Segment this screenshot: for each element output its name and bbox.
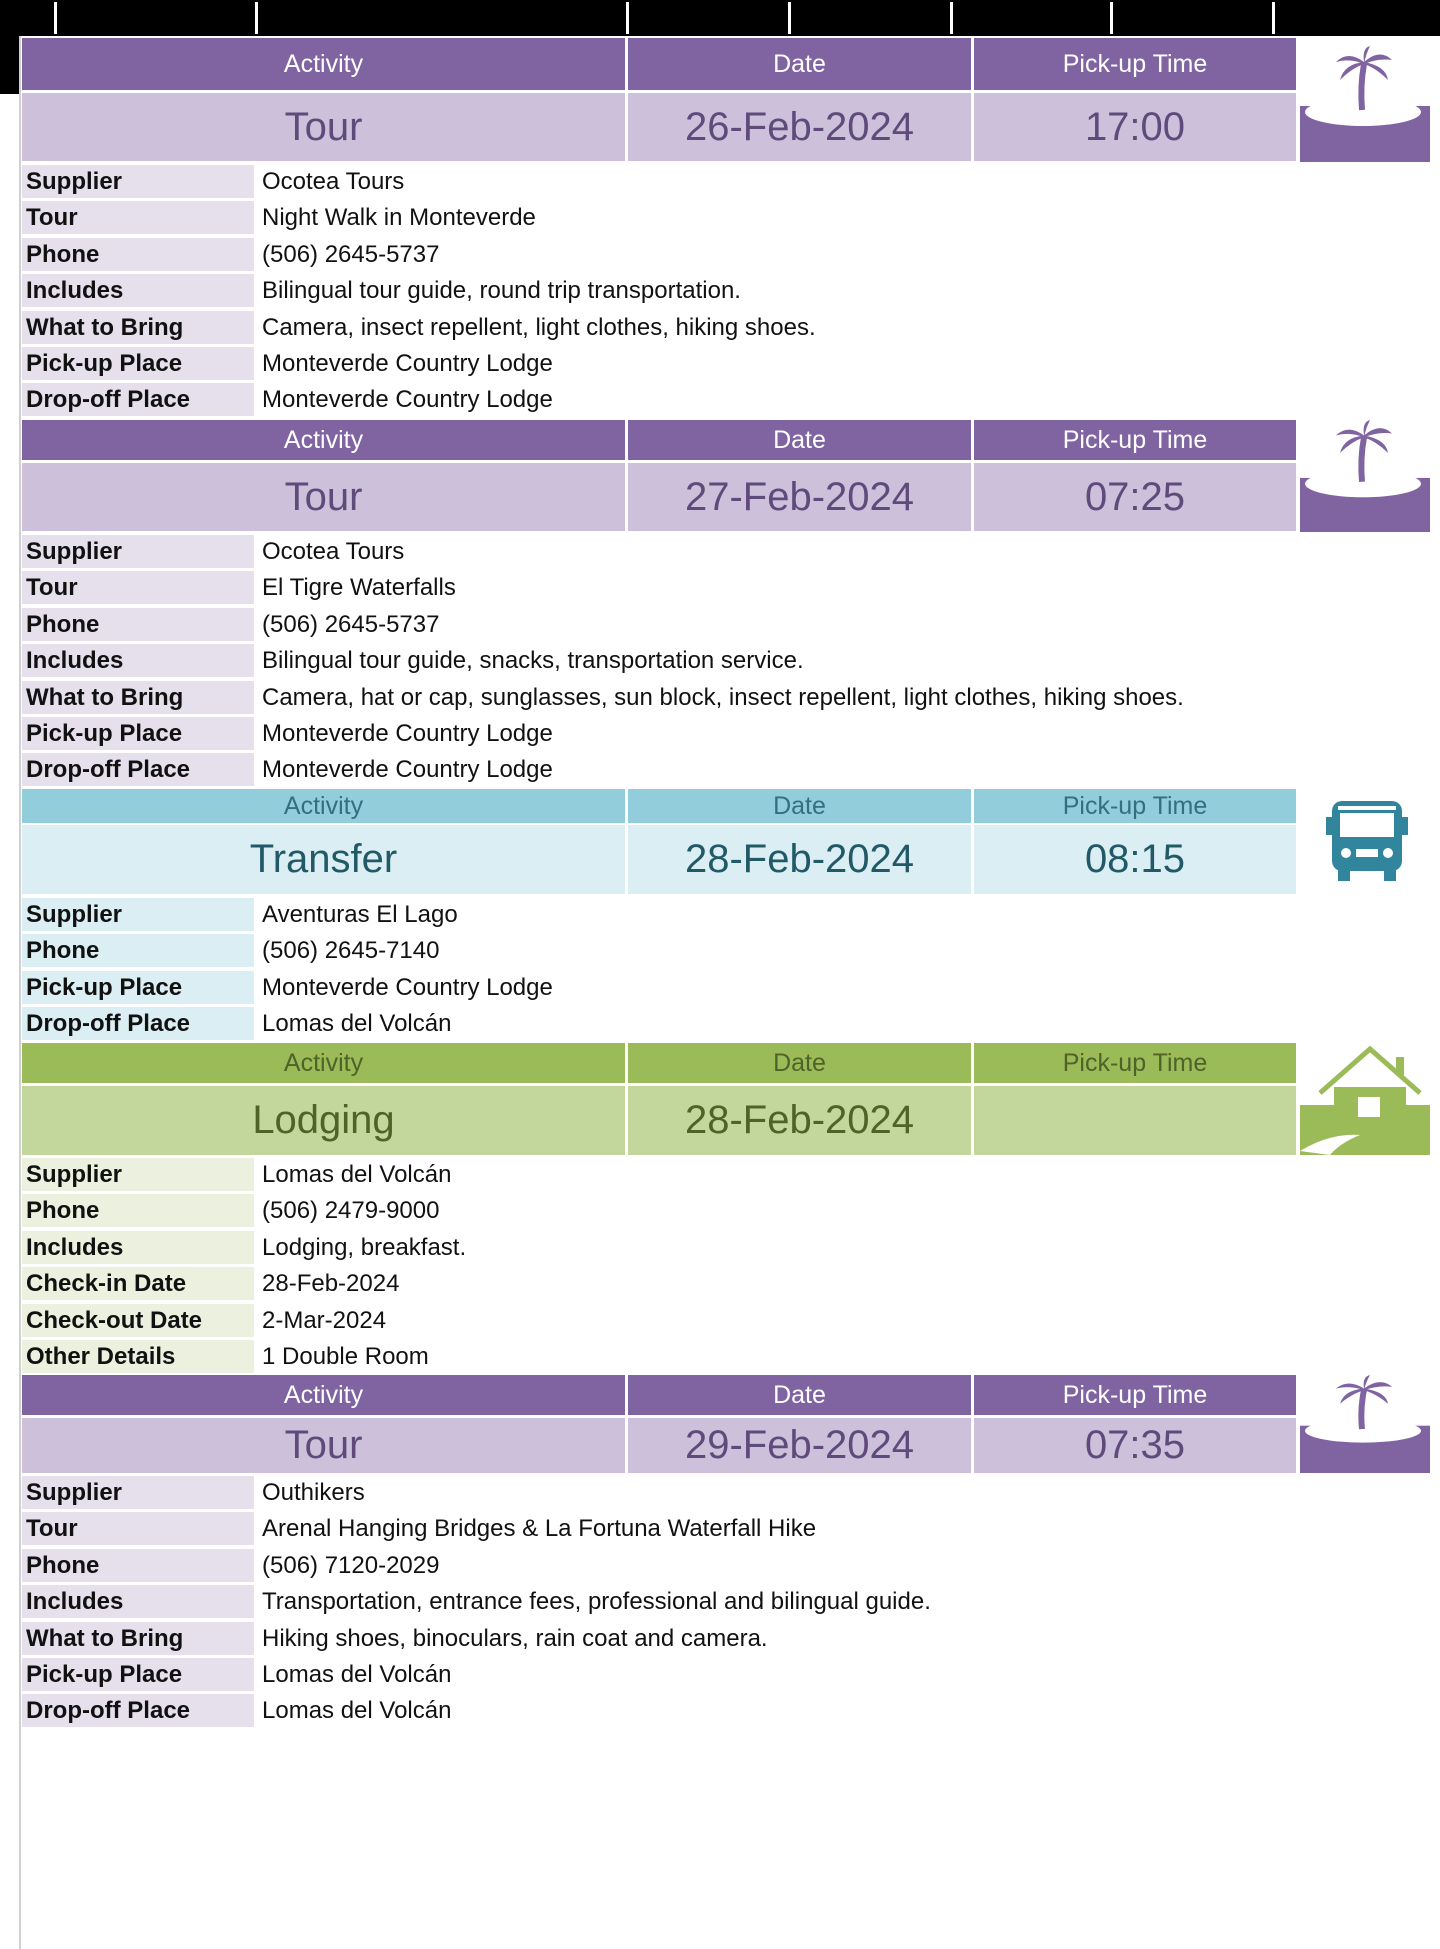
detail-label: Supplier [22, 1158, 254, 1191]
detail-label: Tour [22, 201, 254, 234]
pickup-time-value [974, 1086, 1296, 1155]
detail-label: Tour [22, 571, 254, 604]
detail-row [22, 1621, 1402, 1657]
activity-value: Transfer [22, 825, 625, 894]
detail-row [22, 570, 1402, 606]
detail-value: 2-Mar-2024 [262, 1306, 387, 1334]
date-value: 29-Feb-2024 [628, 1418, 971, 1473]
bus-icon [1300, 799, 1430, 889]
detail-label: Tour [22, 1512, 254, 1545]
palm-island-icon [1300, 1375, 1430, 1473]
detail-value: Hiking shoes, binoculars, rain coat and camera. [262, 1624, 768, 1652]
detail-label: Includes [22, 274, 254, 307]
detail-value: Monteverde Country Lodge [262, 349, 553, 377]
detail-value: Bilingual tour guide, round trip transportation. [262, 277, 741, 305]
activity-header: Activity [22, 1375, 625, 1415]
detail-value: Monteverde Country Lodge [262, 386, 553, 414]
detail-value: Night Walk in Monteverde [262, 204, 536, 232]
detail-value: Transportation, entrance fees, professional and bilingual guide. [262, 1588, 931, 1616]
detail-label: Check-out Date [22, 1304, 254, 1337]
pickup-time-header: Pick-up Time [974, 420, 1296, 460]
detail-row [22, 1339, 1402, 1375]
detail-row [22, 310, 1402, 346]
date-header: Date [628, 789, 971, 823]
detail-label: Drop-off Place [22, 383, 254, 416]
detail-label: Includes [22, 644, 254, 677]
detail-value: Camera, insect repellent, light clothes, hiking shoes. [262, 313, 816, 341]
detail-value: Outhikers [262, 1479, 365, 1506]
date-header: Date [628, 420, 971, 460]
detail-label: Supplier [22, 898, 254, 931]
pickup-time-header: Pick-up Time [974, 38, 1296, 90]
detail-label: Drop-off Place [22, 1694, 254, 1727]
detail-value: 1 Double Room [262, 1342, 429, 1370]
detail-value: Monteverde Country Lodge [262, 973, 553, 1001]
detail-row [22, 607, 1402, 643]
detail-value: (506) 2645-5737 [262, 610, 440, 638]
column-tick [54, 2, 57, 34]
detail-row [22, 680, 1402, 716]
detail-value: Lodging, breakfast. [262, 1233, 467, 1261]
top-frame-bar [0, 0, 1440, 36]
detail-label: Phone [22, 238, 254, 271]
detail-value: Bilingual tour guide, snacks, transportation service. [262, 647, 804, 675]
date-value: 28-Feb-2024 [628, 825, 971, 894]
pickup-time-value: 07:25 [974, 463, 1296, 531]
detail-value: (506) 2479-9000 [262, 1197, 440, 1225]
date-header: Date [628, 38, 971, 90]
detail-row [22, 237, 1402, 273]
palm-island-icon [1300, 46, 1430, 162]
detail-row [22, 273, 1402, 309]
detail-row [22, 1511, 1402, 1547]
column-tick [788, 2, 791, 34]
activity-header: Activity [22, 789, 625, 823]
left-border-line [19, 36, 21, 1949]
column-tick [255, 2, 258, 34]
detail-row [22, 1584, 1402, 1620]
activity-value: Tour [22, 93, 625, 161]
date-value: 28-Feb-2024 [628, 1086, 971, 1155]
detail-row [22, 200, 1402, 236]
detail-label: Phone [22, 608, 254, 641]
date-header: Date [628, 1375, 971, 1415]
detail-row [22, 346, 1402, 382]
detail-row [22, 1157, 1402, 1193]
detail-value: Lomas del Volcán [262, 1161, 452, 1188]
activity-value: Tour [22, 463, 625, 531]
activity-value: Lodging [22, 1086, 625, 1155]
detail-value: Ocotea Tours [262, 168, 405, 195]
detail-label: Supplier [22, 165, 254, 198]
pickup-time-value: 17:00 [974, 93, 1296, 161]
pickup-time-value: 08:15 [974, 825, 1296, 894]
detail-value: (506) 2645-7140 [262, 937, 440, 965]
detail-row [22, 716, 1402, 752]
column-tick [626, 2, 629, 34]
detail-row [22, 1548, 1402, 1584]
detail-label: Drop-off Place [22, 753, 254, 786]
detail-label: Drop-off Place [22, 1007, 254, 1040]
detail-label: Pick-up Place [22, 347, 254, 380]
detail-label: Pick-up Place [22, 717, 254, 750]
activity-value: Tour [22, 1418, 625, 1473]
detail-row [22, 164, 1402, 200]
detail-row [22, 933, 1402, 969]
detail-label: Phone [22, 1194, 254, 1227]
date-value: 26-Feb-2024 [628, 93, 971, 161]
detail-value: Lomas del Volcán [262, 1660, 452, 1688]
detail-value: Arenal Hanging Bridges & La Fortuna Waterfall Hike [262, 1515, 817, 1543]
detail-label: Other Details [22, 1340, 254, 1373]
column-tick [950, 2, 953, 34]
detail-value: Aventuras El Lago [262, 901, 458, 928]
detail-value: Lomas del Volcán [262, 1010, 452, 1038]
detail-row [22, 1266, 1402, 1302]
activity-header: Activity [22, 1043, 625, 1083]
detail-label: Supplier [22, 535, 254, 568]
detail-value: Ocotea Tours [262, 538, 405, 565]
column-tick [1272, 2, 1275, 34]
detail-row [22, 1230, 1402, 1266]
detail-value: (506) 7120-2029 [262, 1551, 440, 1579]
detail-row [22, 752, 1402, 788]
pickup-time-header: Pick-up Time [974, 1043, 1296, 1083]
detail-value: Lomas del Volcán [262, 1697, 452, 1725]
pickup-time-header: Pick-up Time [974, 1375, 1296, 1415]
detail-row [22, 643, 1402, 679]
detail-label: What to Bring [22, 1622, 254, 1655]
detail-row [22, 897, 1402, 933]
detail-label: Supplier [22, 1476, 254, 1509]
detail-label: Phone [22, 934, 254, 967]
detail-label: Pick-up Place [22, 1658, 254, 1691]
detail-value: Monteverde Country Lodge [262, 719, 553, 747]
detail-row [22, 1475, 1402, 1511]
detail-value: Monteverde Country Lodge [262, 756, 553, 784]
pickup-time-value: 07:35 [974, 1418, 1296, 1473]
detail-label: Phone [22, 1549, 254, 1582]
detail-label: Includes [22, 1585, 254, 1618]
column-tick [1110, 2, 1113, 34]
detail-row [22, 1693, 1402, 1729]
detail-value: Camera, hat or cap, sunglasses, sun block, insect repellent, light clothes, hiking shoes. [262, 683, 1184, 711]
detail-value: (506) 2645-5737 [262, 240, 440, 268]
detail-row [22, 1657, 1402, 1693]
detail-row [22, 970, 1402, 1006]
detail-value: El Tigre Waterfalls [262, 574, 456, 602]
detail-row [22, 382, 1402, 418]
date-value: 27-Feb-2024 [628, 463, 971, 531]
detail-label: Pick-up Place [22, 971, 254, 1004]
detail-label: What to Bring [22, 311, 254, 344]
pickup-time-header: Pick-up Time [974, 789, 1296, 823]
activity-header: Activity [22, 420, 625, 460]
detail-label: Check-in Date [22, 1267, 254, 1300]
house-icon [1300, 1043, 1430, 1155]
left-frame-bar [0, 36, 19, 94]
detail-label: What to Bring [22, 681, 254, 714]
detail-row [22, 534, 1402, 570]
detail-row [22, 1303, 1402, 1339]
date-header: Date [628, 1043, 971, 1083]
detail-label: Includes [22, 1231, 254, 1264]
palm-island-icon [1300, 420, 1430, 532]
detail-row [22, 1006, 1402, 1042]
detail-row [22, 1193, 1402, 1229]
activity-header: Activity [22, 38, 625, 90]
detail-value: 28-Feb-2024 [262, 1270, 400, 1298]
